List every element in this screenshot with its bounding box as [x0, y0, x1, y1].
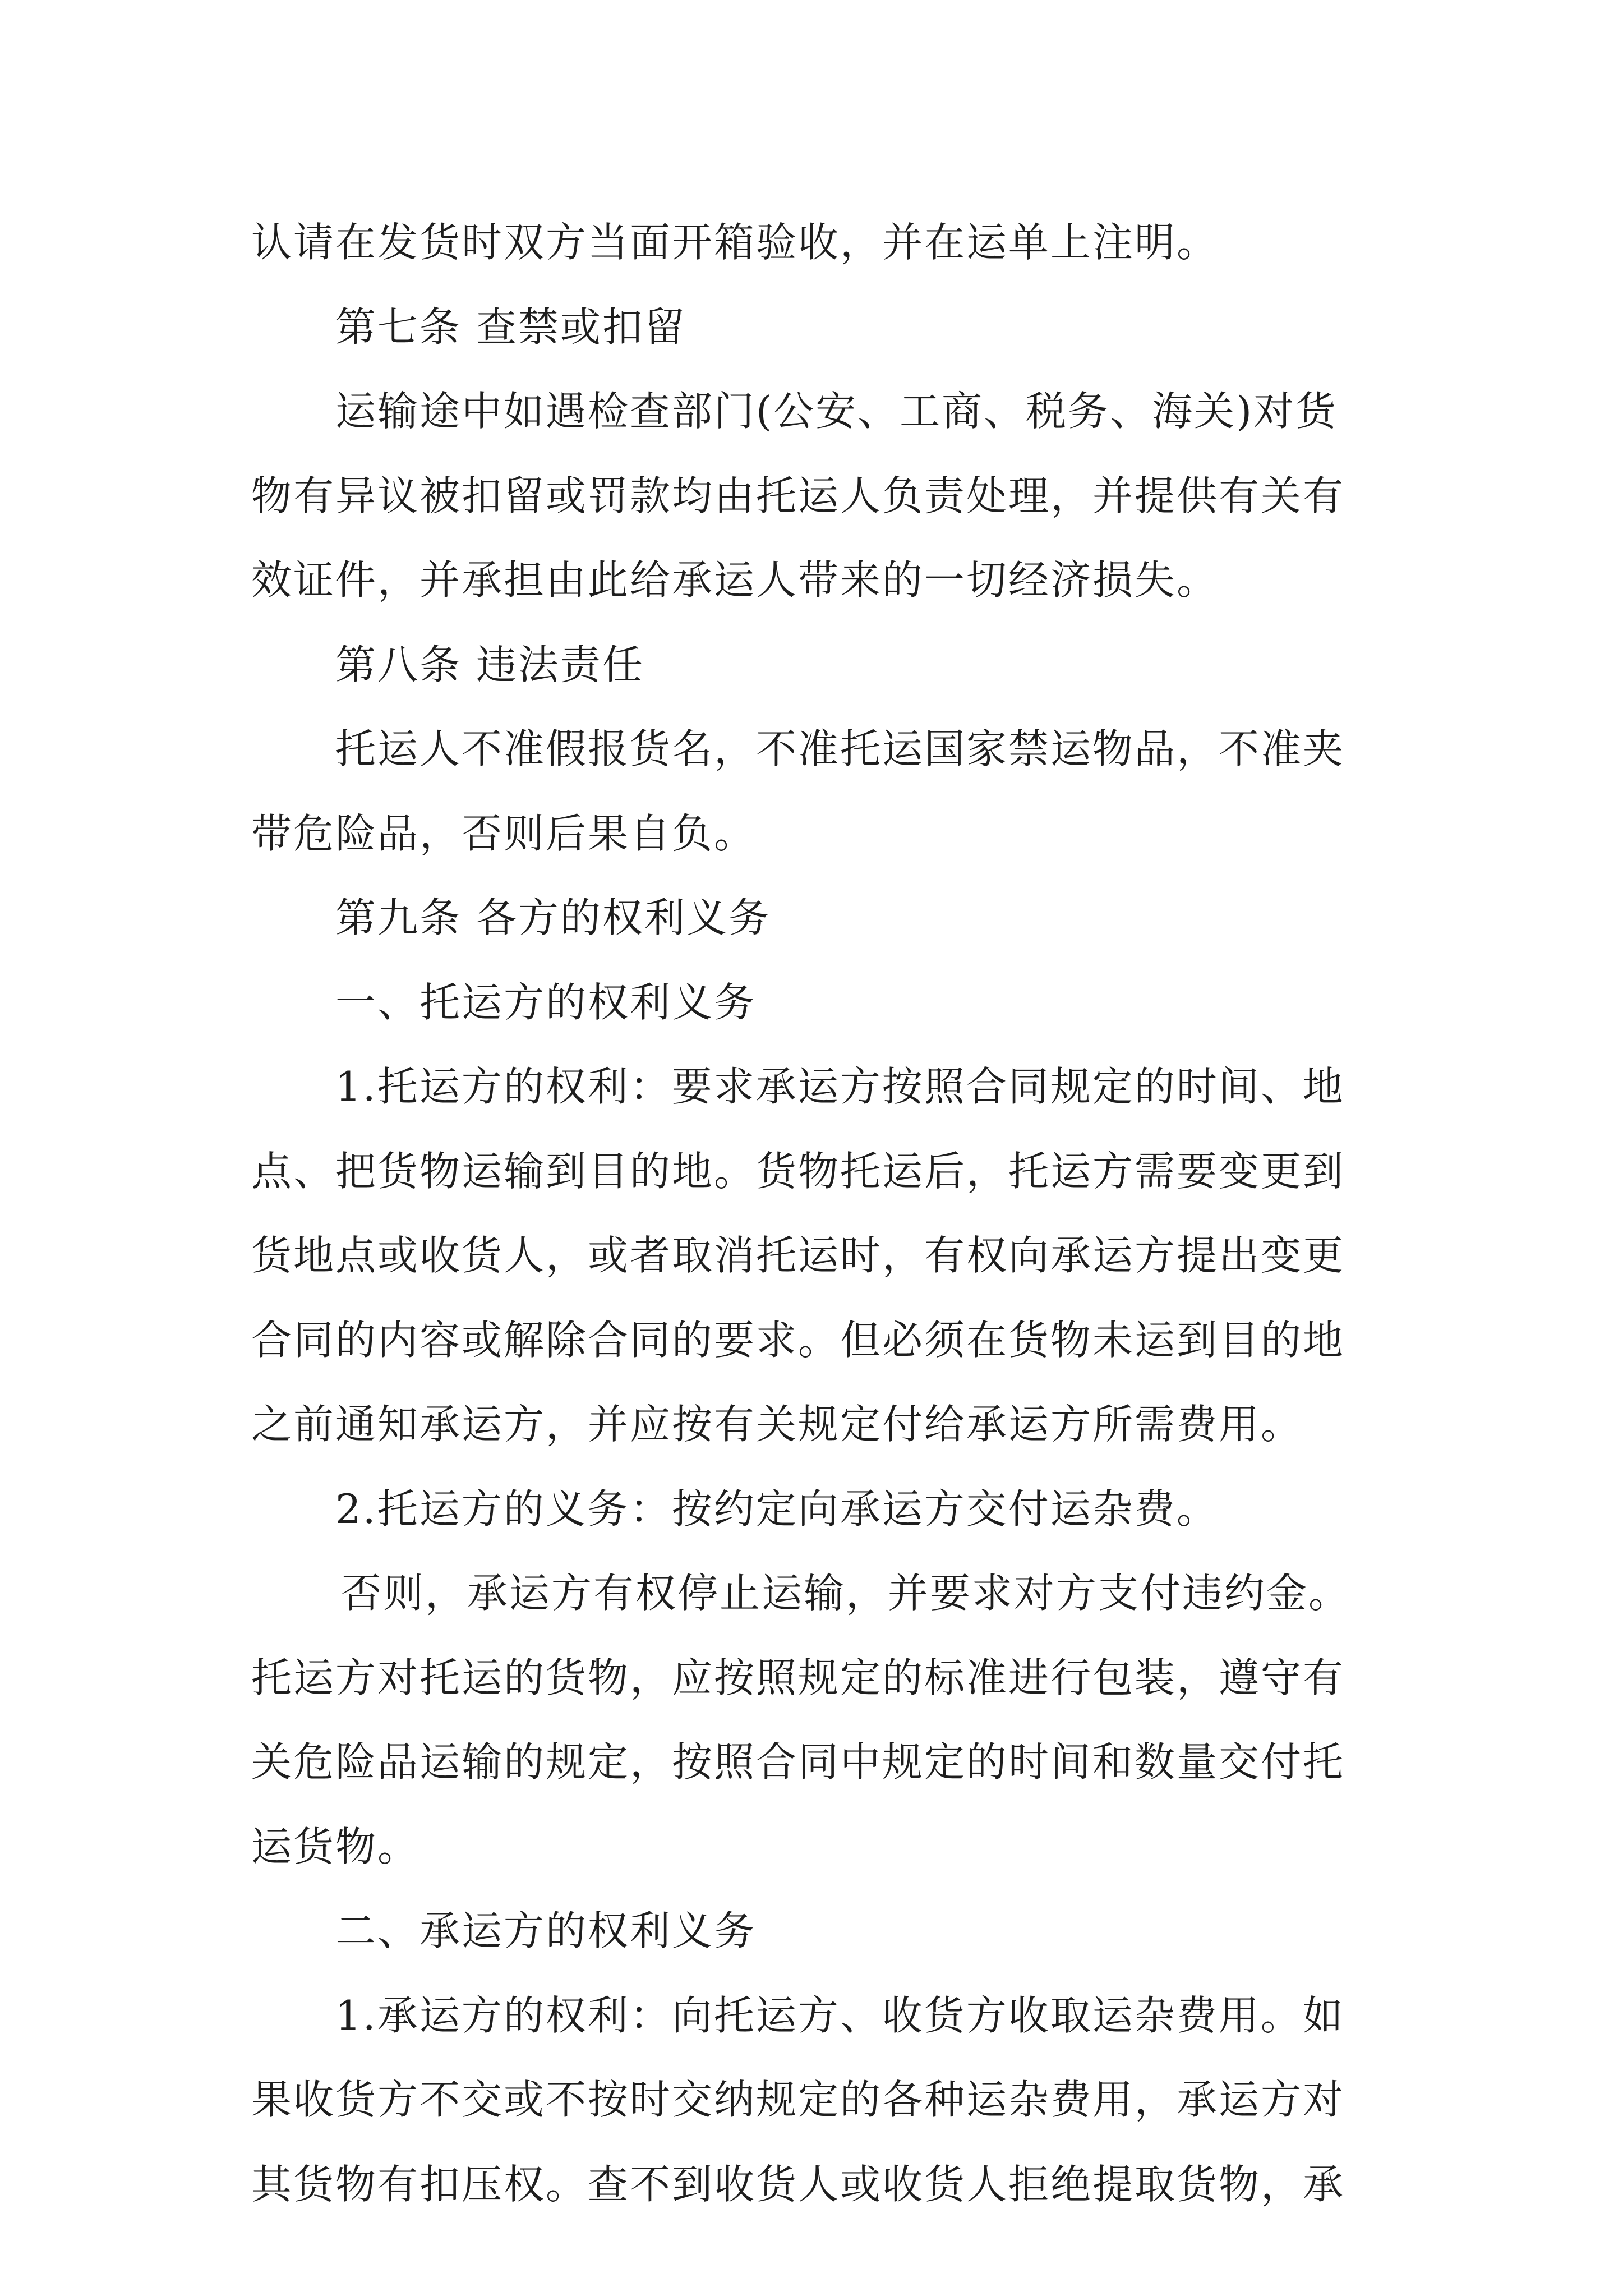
article-heading: 第九条 各方的权利义务: [335, 894, 771, 941]
article-heading: 第八条 违法责任: [335, 641, 644, 688]
text-line: 货地点或收货人，或者取消托运时，有权向承运方提出变更: [251, 1232, 1345, 1279]
text-line: 运输途中如遇检查部门(公安、工商、税务、海关)对货: [335, 388, 1338, 435]
text-line: 果收货方不交或不按时交纳规定的各种运杂费用，承运方对: [251, 2076, 1345, 2123]
text-line: 点、把货物运输到目的地。货物托运后，托运方需要变更到: [251, 1147, 1345, 1195]
text-line: 2.托运方的义务：按约定向承运方交付运杂费。: [335, 1485, 1219, 1533]
text-line: 物有异议被扣留或罚款均由托运人负责处理，并提供有关有: [251, 472, 1345, 519]
section-heading: 二、承运方的权利义务: [335, 1907, 757, 1954]
text-line: 1.承运方的权利：向托运方、收货方收取运杂费用。如: [335, 1991, 1345, 2039]
text-line: 关危险品运输的规定，按照合同中规定的时间和数量交付托: [251, 1738, 1345, 1786]
document-body: [251, 214, 1395, 2240]
article-heading: 第七条 查禁或扣留: [335, 303, 686, 351]
text-line: 1.托运方的权利：要求承运方按照合同规定的时间、地: [335, 1063, 1345, 1110]
text-line: 托运人不准假报货名，不准托运国家禁运物品，不准夹: [335, 725, 1345, 772]
text-line: 合同的内容或解除合同的要求。但必须在货物未运到目的地: [251, 1316, 1345, 1364]
text-line: 认请在发货时双方当面开箱验收，并在运单上注明。: [251, 219, 1219, 266]
section-heading: 一、托运方的权利义务: [335, 978, 757, 1026]
text-line: 运货物。: [251, 1823, 420, 1870]
text-line: 之前通知承运方，并应按有关规定付给承运方所需费用。: [251, 1401, 1303, 1448]
text-line: 带危险品，否则后果自负。: [251, 809, 757, 857]
text-line: 否则，承运方有权停止运输，并要求对方支付违约金。: [341, 1570, 1351, 1617]
text-line: 其货物有扣压权。查不到收货人或收货人拒绝提取货物，承: [251, 2160, 1345, 2208]
text-line: 效证件，并承担由此给承运人带来的一切经济损失。: [251, 556, 1219, 604]
text-line: 托运方对托运的货物，应按照规定的标准进行包装，遵守有: [251, 1654, 1345, 1701]
